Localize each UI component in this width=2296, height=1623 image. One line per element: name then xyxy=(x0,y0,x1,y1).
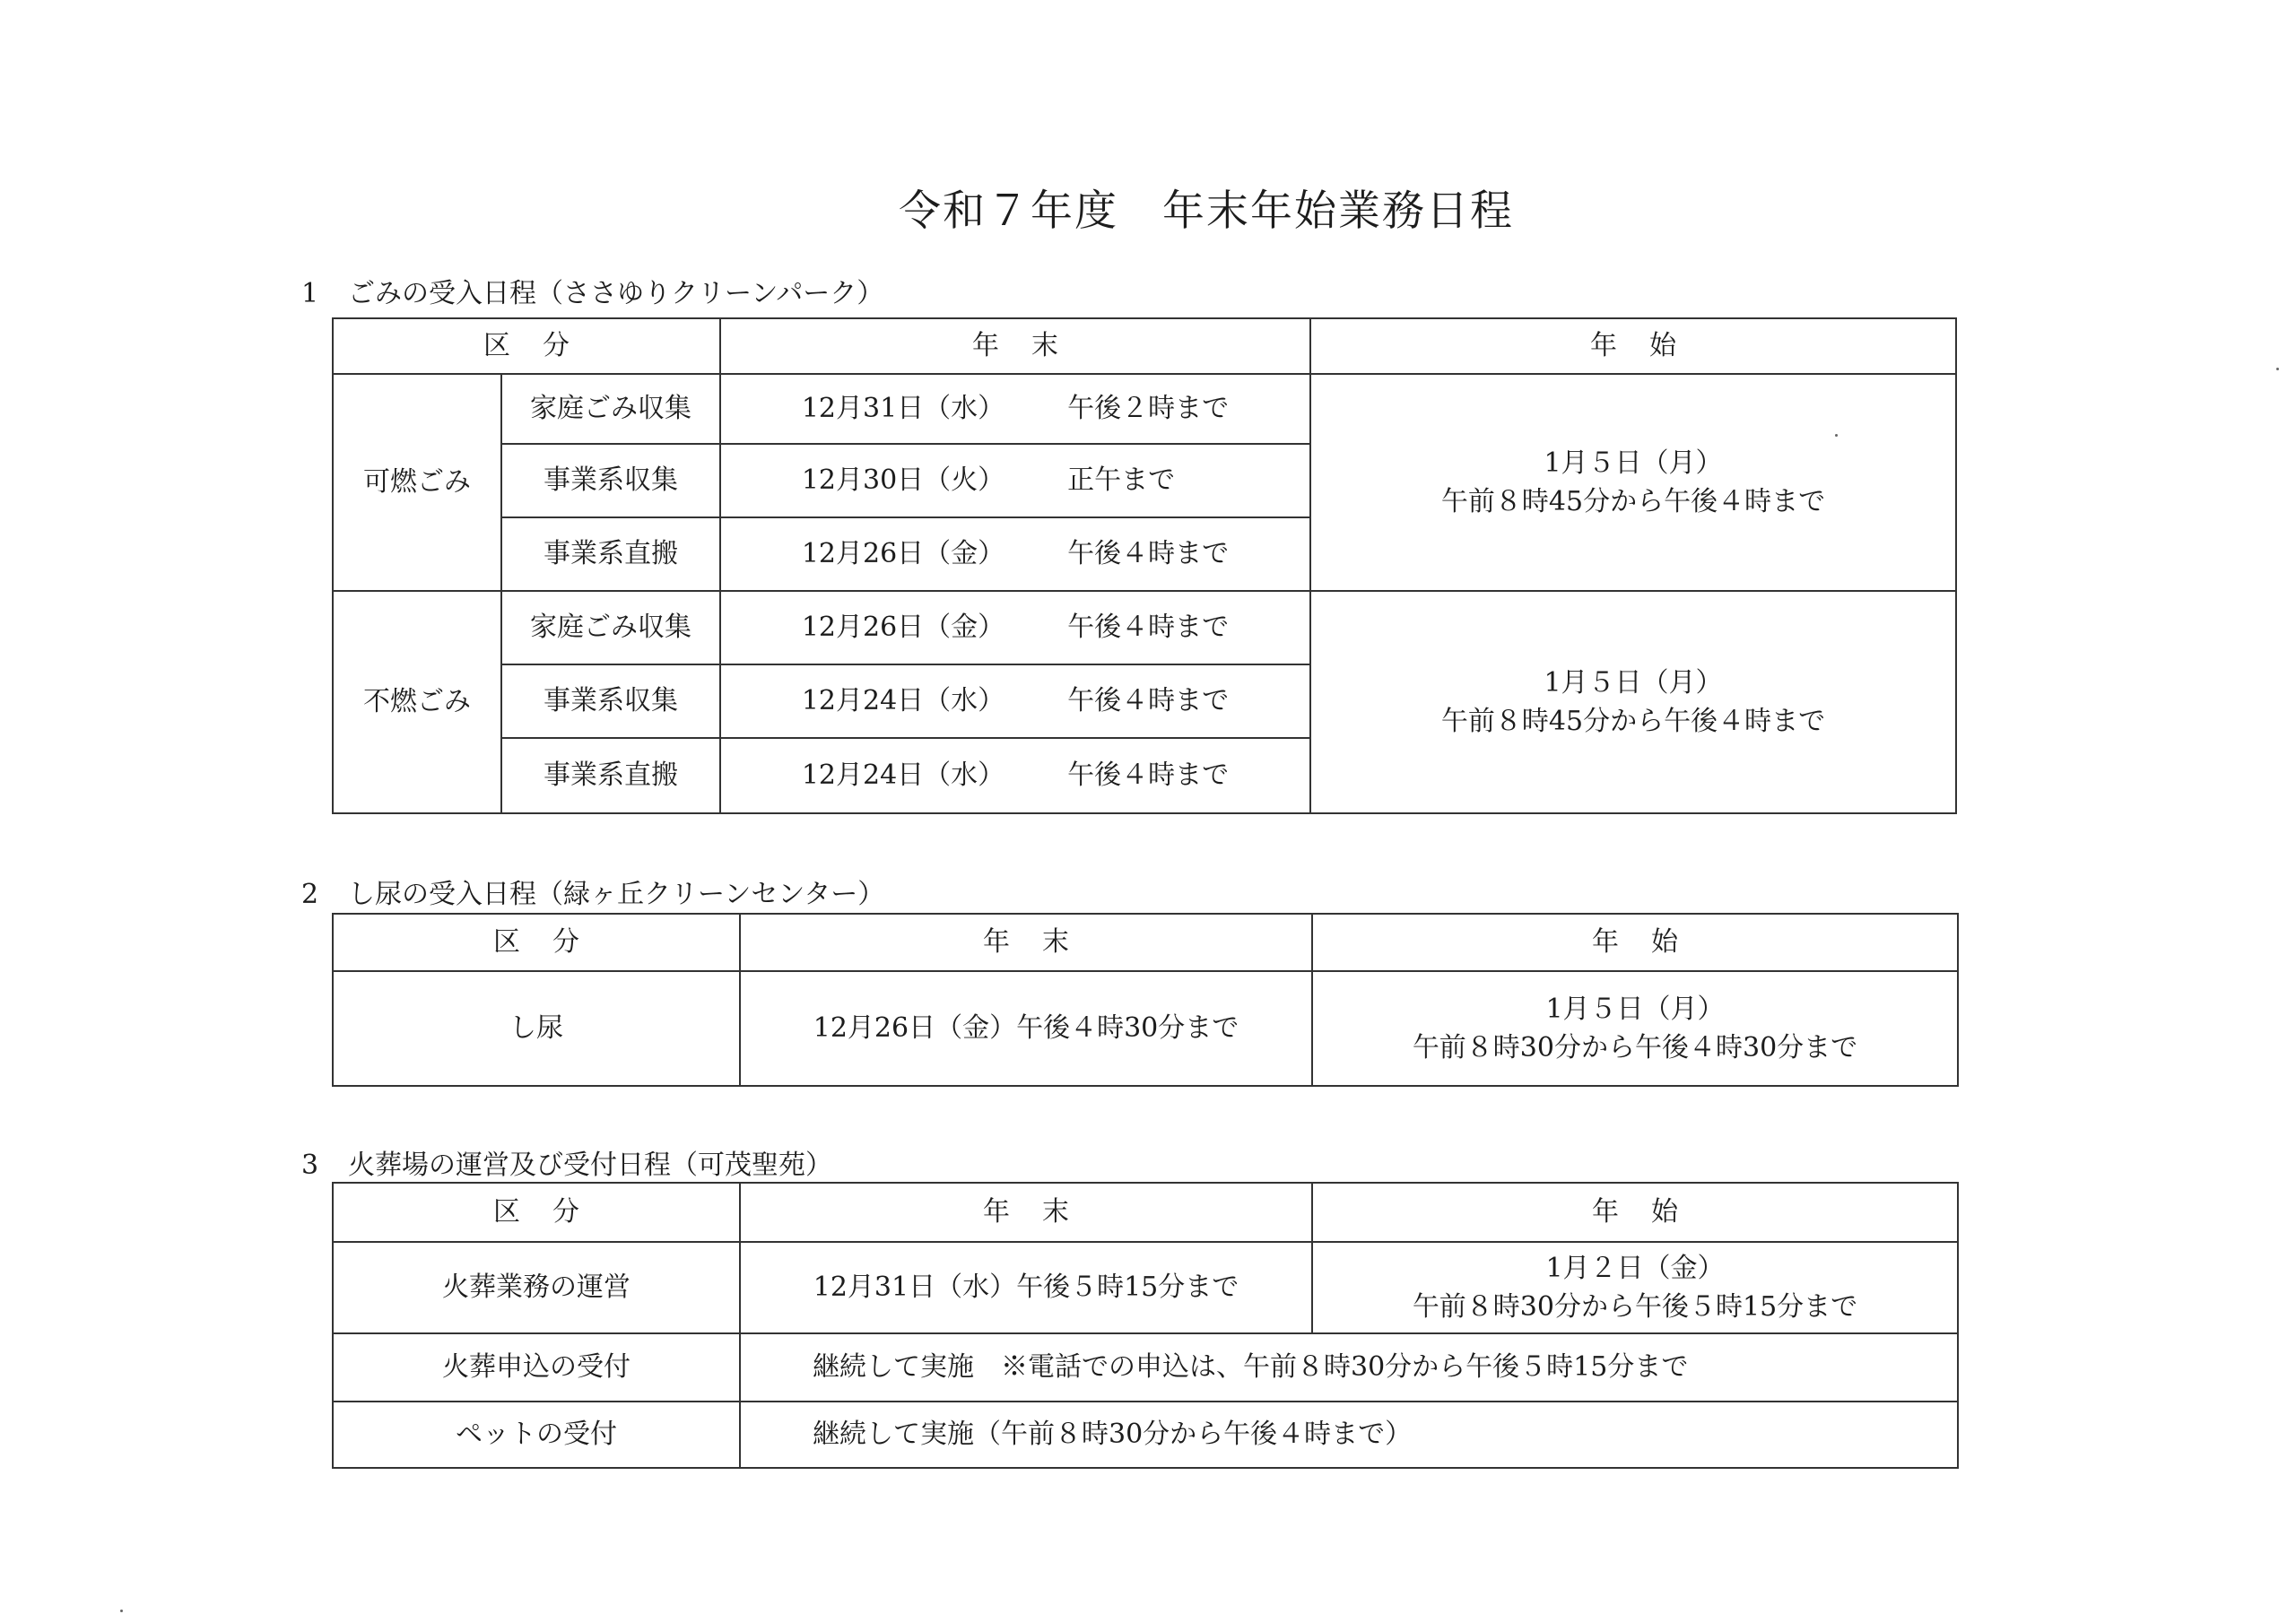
header-category: 区分 xyxy=(333,914,740,971)
note-cell: 継続して実施 ※電話での申込は、午前８時30分から午後５時15分まで xyxy=(740,1333,1958,1402)
year-end-cell: 12月24日（水） 午後４時まで xyxy=(720,738,1310,813)
section-2-heading xyxy=(301,872,884,911)
header-year-end: 年末 xyxy=(740,1183,1312,1242)
category-cell: 火葬申込の受付 xyxy=(333,1333,740,1402)
section-3-heading xyxy=(301,1142,832,1182)
header-category: 区分 xyxy=(333,1183,740,1242)
night-soil-schedule-table xyxy=(332,913,1959,1087)
section-number: 1 xyxy=(301,278,319,309)
subcategory-cell: 事業系直搬 xyxy=(501,738,720,813)
section-title: ごみの受入日程（ささゆりクリーンパーク） xyxy=(348,278,884,309)
table-header-row xyxy=(333,318,1956,374)
table-row xyxy=(333,1333,1958,1402)
crematorium-schedule-table xyxy=(332,1182,1959,1469)
section-title: 火葬場の運営及び受付日程（可茂聖苑） xyxy=(348,1150,832,1181)
header-category: 区分 xyxy=(333,318,720,374)
year-end-cell: 12月24日（水） 午後４時まで xyxy=(720,664,1310,738)
page-title: 令和７年度 年末年始業務日程 xyxy=(899,187,1514,236)
table-header-row xyxy=(333,1183,1958,1242)
table-row xyxy=(333,971,1958,1086)
year-end-cell: 12月26日（金） 午後４時まで xyxy=(720,517,1310,591)
table-header-row xyxy=(333,914,1958,971)
section-1-heading xyxy=(301,271,883,310)
header-new-year: 年始 xyxy=(1312,914,1958,971)
new-year-cell: 1月５日（月） 午前８時45分から午後４時まで xyxy=(1310,591,1956,813)
section-title: し尿の受入日程（緑ヶ丘クリーンセンター） xyxy=(348,879,885,910)
new-year-cell: 1月５日（月） 午前８時45分から午後４時まで xyxy=(1310,374,1956,591)
table-row xyxy=(333,1242,1958,1333)
subcategory-cell: 事業系収集 xyxy=(501,664,720,738)
category-cell: ペットの受付 xyxy=(333,1402,740,1468)
header-new-year: 年始 xyxy=(1310,318,1956,374)
category-cell: し尿 xyxy=(333,971,740,1086)
note-cell: 継続して実施（午前８時30分から午後４時まで） xyxy=(740,1402,1958,1468)
header-year-end: 年末 xyxy=(740,914,1312,971)
year-end-cell: 12月26日（金） 午後４時まで xyxy=(720,591,1310,664)
scan-speck xyxy=(120,1610,123,1612)
section-number: 2 xyxy=(301,879,319,910)
header-year-end: 年末 xyxy=(720,318,1310,374)
scan-speck xyxy=(2276,368,2279,370)
year-end-cell: 12月26日（金）午後４時30分まで xyxy=(740,971,1312,1086)
table-row xyxy=(333,374,1956,444)
year-end-cell: 12月31日（水）午後５時15分まで xyxy=(740,1242,1312,1333)
section-number: 3 xyxy=(301,1150,319,1181)
subcategory-cell: 事業系直搬 xyxy=(501,517,720,591)
new-year-cell: 1月５日（月） 午前８時30分から午後４時30分まで xyxy=(1312,971,1958,1086)
category-cell: 可燃ごみ xyxy=(333,374,501,591)
table-row xyxy=(333,1402,1958,1468)
scan-speck xyxy=(1835,434,1838,437)
category-cell: 火葬業務の運営 xyxy=(333,1242,740,1333)
subcategory-cell: 家庭ごみ収集 xyxy=(501,374,720,444)
header-new-year: 年始 xyxy=(1312,1183,1958,1242)
year-end-cell: 12月31日（水） 午後２時まで xyxy=(720,374,1310,444)
new-year-cell: 1月２日（金） 午前８時30分から午後５時15分まで xyxy=(1312,1242,1958,1333)
year-end-cell: 12月30日（火） 正午まで xyxy=(720,444,1310,517)
garbage-schedule-table xyxy=(332,317,1957,814)
subcategory-cell: 事業系収集 xyxy=(501,444,720,517)
category-cell: 不燃ごみ xyxy=(333,591,501,813)
subcategory-cell: 家庭ごみ収集 xyxy=(501,591,720,664)
table-row xyxy=(333,591,1956,664)
